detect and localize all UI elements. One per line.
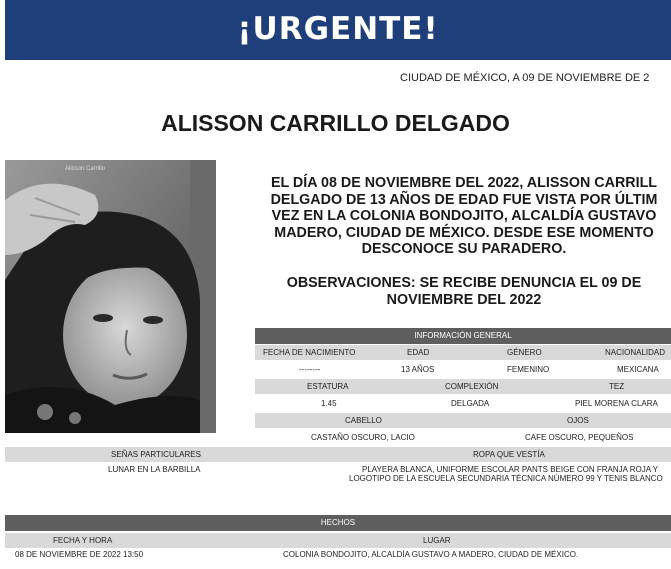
- nationality-value: MEXICANA: [617, 365, 659, 374]
- description-line: DESCONOCE SU PARADERO.: [361, 241, 567, 257]
- facts-header: HECHOS: [5, 515, 671, 531]
- info-values-row-2: [255, 395, 671, 412]
- complexion-value: PIEL MORENA CLARA: [575, 399, 658, 408]
- observations: [262, 275, 666, 308]
- marks-value: LUNAR EN LA BARBILLA: [108, 465, 201, 474]
- urgent-banner: [5, 0, 671, 60]
- facts-labels: [5, 533, 671, 548]
- info-labels-row-1: [255, 345, 671, 360]
- description-line: VEZ EN LA COLONIA BONDOJITO, ALCALDÍA GUSTAVO: [271, 208, 657, 224]
- marks-clothing-labels: [5, 447, 671, 462]
- complexion-label: TEZ: [609, 382, 625, 391]
- height-value: 1.45: [321, 399, 337, 408]
- facts-place-label: LUGAR: [423, 536, 451, 545]
- info-values-row-1: [255, 361, 671, 378]
- height-label: ESTATURA: [307, 382, 349, 391]
- info-labels-row-2: [255, 379, 671, 394]
- description-line: DELGADO DE 13 AÑOS DE EDAD FUE VISTA POR ÚLTIM: [270, 191, 658, 208]
- gender-label: GÉNERO: [507, 348, 542, 357]
- missing-person-photo: [5, 160, 216, 433]
- observations-line: OBSERVACIONES: SE RECIBE DENUNCIA EL 09 DE: [286, 275, 642, 291]
- info-values-row-3: [255, 429, 671, 446]
- case-description: [262, 175, 666, 258]
- place-date: CIUDAD DE MÉXICO, A 09 DE NOVIEMBRE DE 2: [400, 72, 650, 84]
- person-name: ALISSON CARRILLO DELGADO: [161, 110, 510, 136]
- clothing-value-line-1: PLAYERA BLANCA, UNIFORME ESCOLAR PANTS BEIGE CON FRANJA ROJA Y: [362, 465, 659, 474]
- eyes-label: OJOS: [567, 416, 589, 425]
- birthdate-value: --------: [299, 365, 321, 374]
- clothing-label: ROPA QUE VESTÍA: [473, 450, 545, 459]
- facts-date-value: 08 DE NOVIEMBRE DE 2022 13:50: [15, 550, 144, 559]
- gender-value: FEMENINO: [507, 365, 550, 374]
- photo-caption: Alisson Carrillo: [65, 166, 106, 172]
- facts-place-value: COLONIA BONDOJITO, ALCALDÍA GUSTAVO A MADERO, CIUDAD DE MÉXICO.: [283, 550, 579, 559]
- build-label: COMPLEXIÓN: [445, 382, 499, 391]
- banner-title: ¡URGENTE!: [237, 11, 439, 47]
- hair-value: CASTAÑO OSCURO, LACIO: [311, 433, 415, 442]
- birthdate-label: FECHA DE NACIMIENTO: [263, 348, 356, 357]
- eyes-value: CAFE OSCURO, PEQUEÑOS: [525, 433, 634, 442]
- clothing-value-line-2: LOGOTIPO DE LA ESCUELA SECUNDARIA TÉCNICA NÚMERO 99 Y TENIS BLANCO: [349, 474, 663, 483]
- description-line: EL DÍA 08 DE NOVIEMBRE DEL 2022, ALISSON CARRILL: [270, 175, 658, 191]
- age-label: EDAD: [407, 348, 430, 357]
- facts-date-label: FECHA Y HORA: [53, 536, 113, 545]
- description-line: MADERO, CIUDAD DE MÉXICO. DESDE ESE MOMENTO: [274, 224, 654, 241]
- observations-line: NOVIEMBRE DEL 2022: [386, 291, 542, 308]
- marks-label: SEÑAS PARTICULARES: [111, 450, 201, 459]
- nationality-label: NACIONALIDAD: [605, 348, 666, 357]
- hair-label: CABELLO: [345, 416, 382, 425]
- build-value: DELGADA: [451, 399, 490, 408]
- info-labels-row-3: [255, 413, 671, 428]
- age-value: 13 AÑOS: [401, 365, 435, 374]
- general-info-header: INFORMACIÓN GENERAL: [255, 328, 671, 344]
